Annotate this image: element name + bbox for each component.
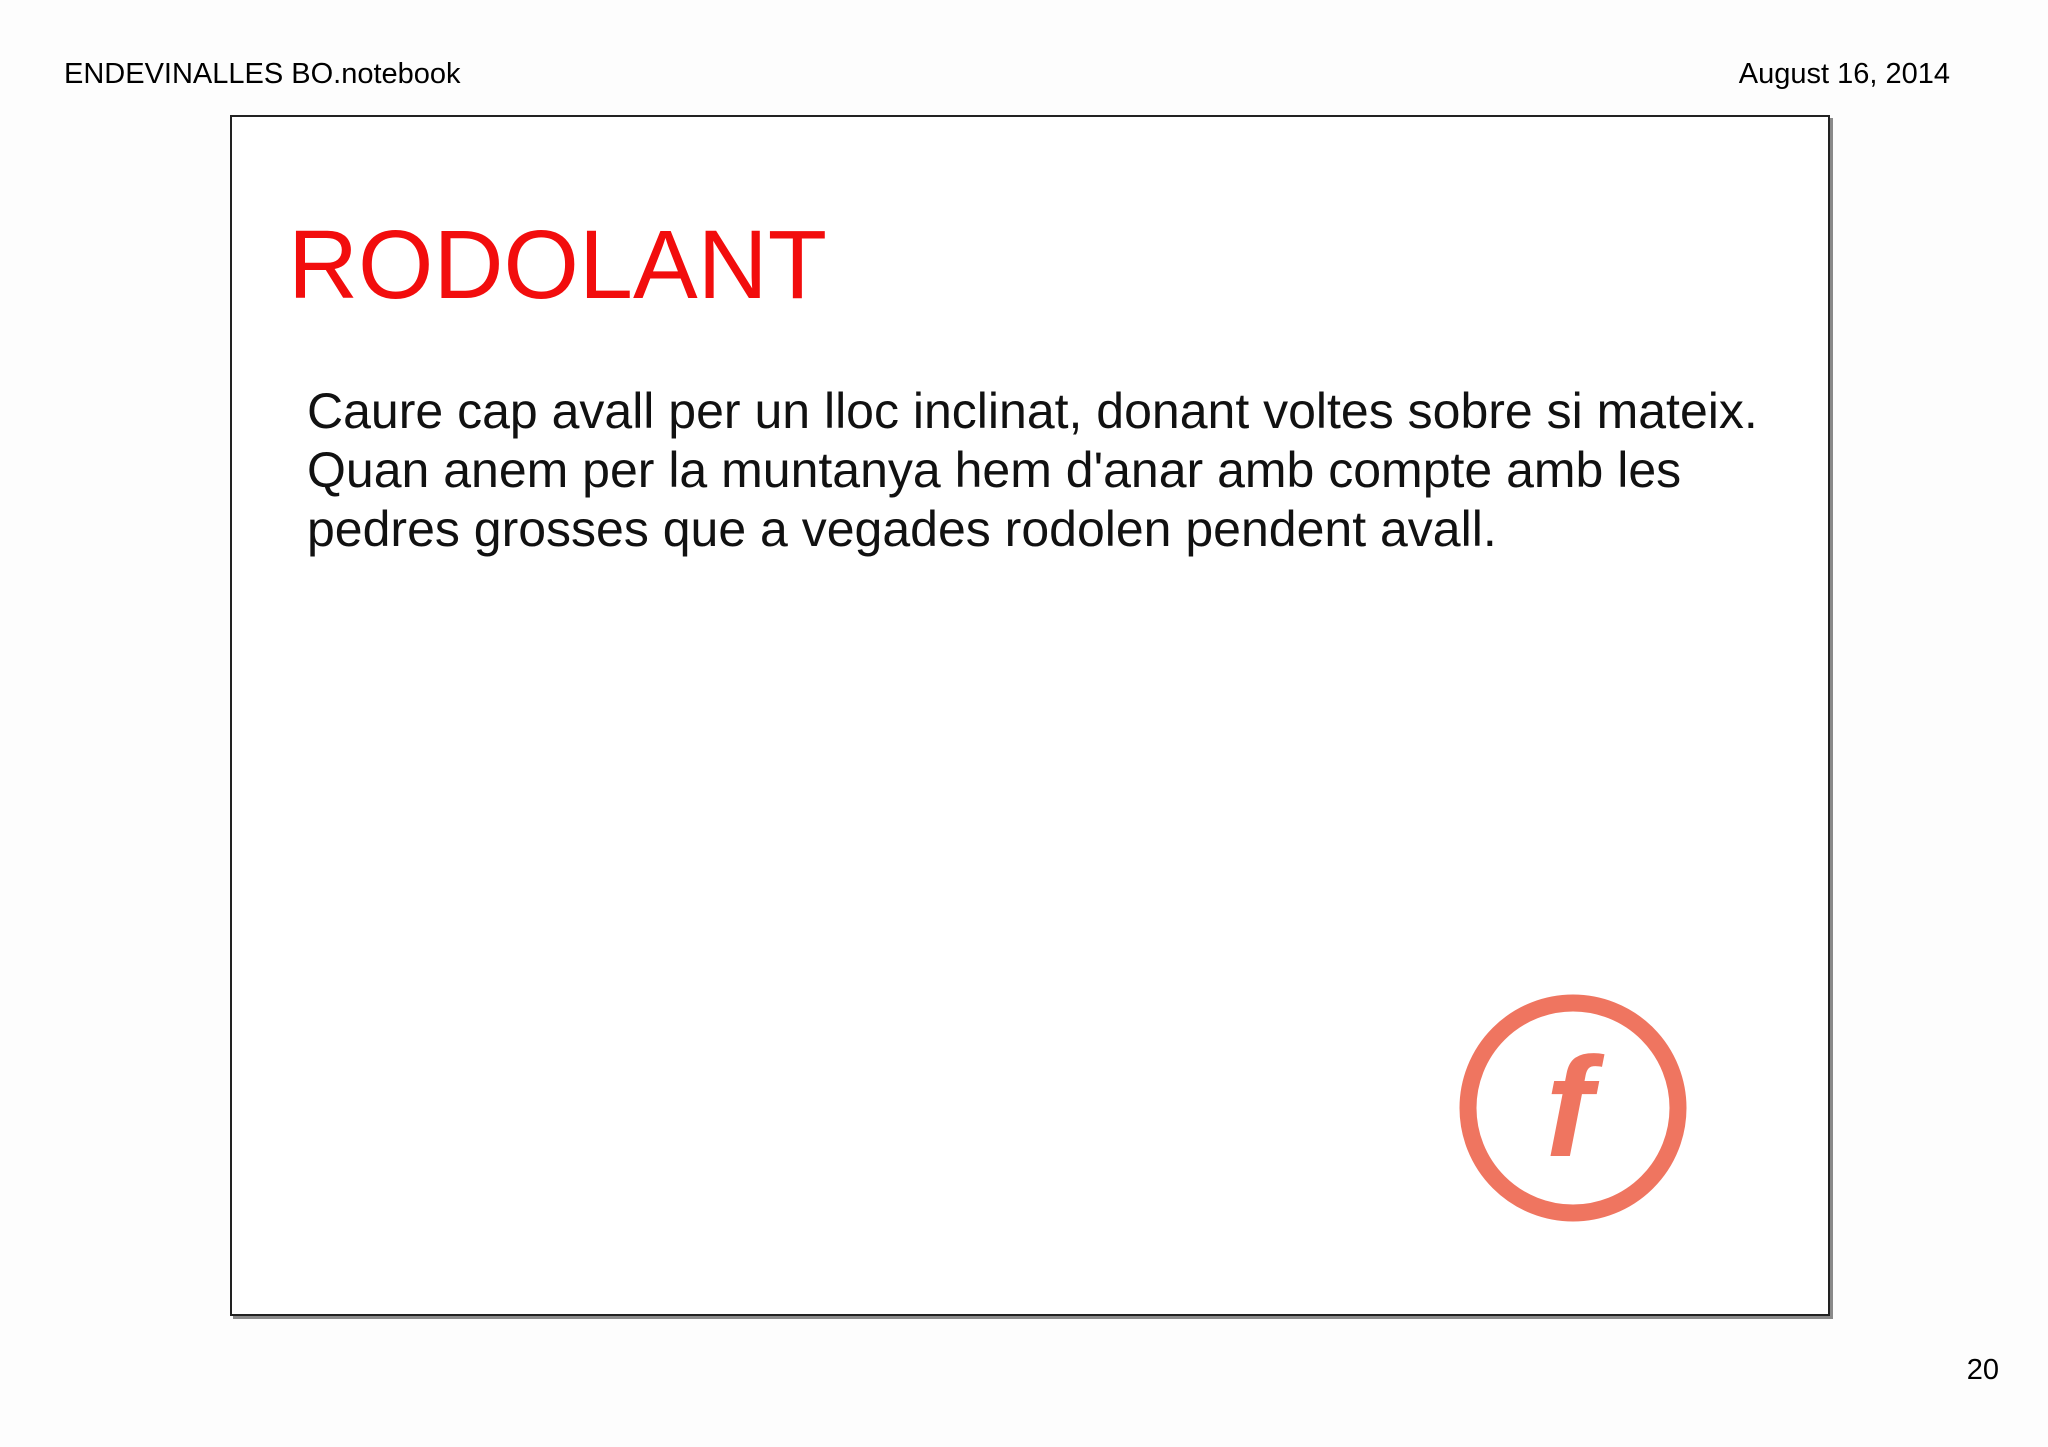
f-logo-icon <box>1457 992 1689 1224</box>
notebook-page <box>230 115 1830 1316</box>
f-logo-letter: f <box>1545 1028 1593 1187</box>
page-number: 20 <box>1966 1354 1999 1386</box>
definition-text: Caure cap avall per un lloc inclinat, donant voltes sobre si mateix. Quan anem per la muntanya hem d'anar amb compte amb les pedres grosses que a vegades rodolen pendent avall. <box>307 383 1758 557</box>
page-heading: RODOLANT <box>288 210 827 319</box>
document-title: ENDEVINALLES BO.notebook <box>64 58 461 90</box>
document-date: August 16, 2014 <box>1738 58 1950 90</box>
